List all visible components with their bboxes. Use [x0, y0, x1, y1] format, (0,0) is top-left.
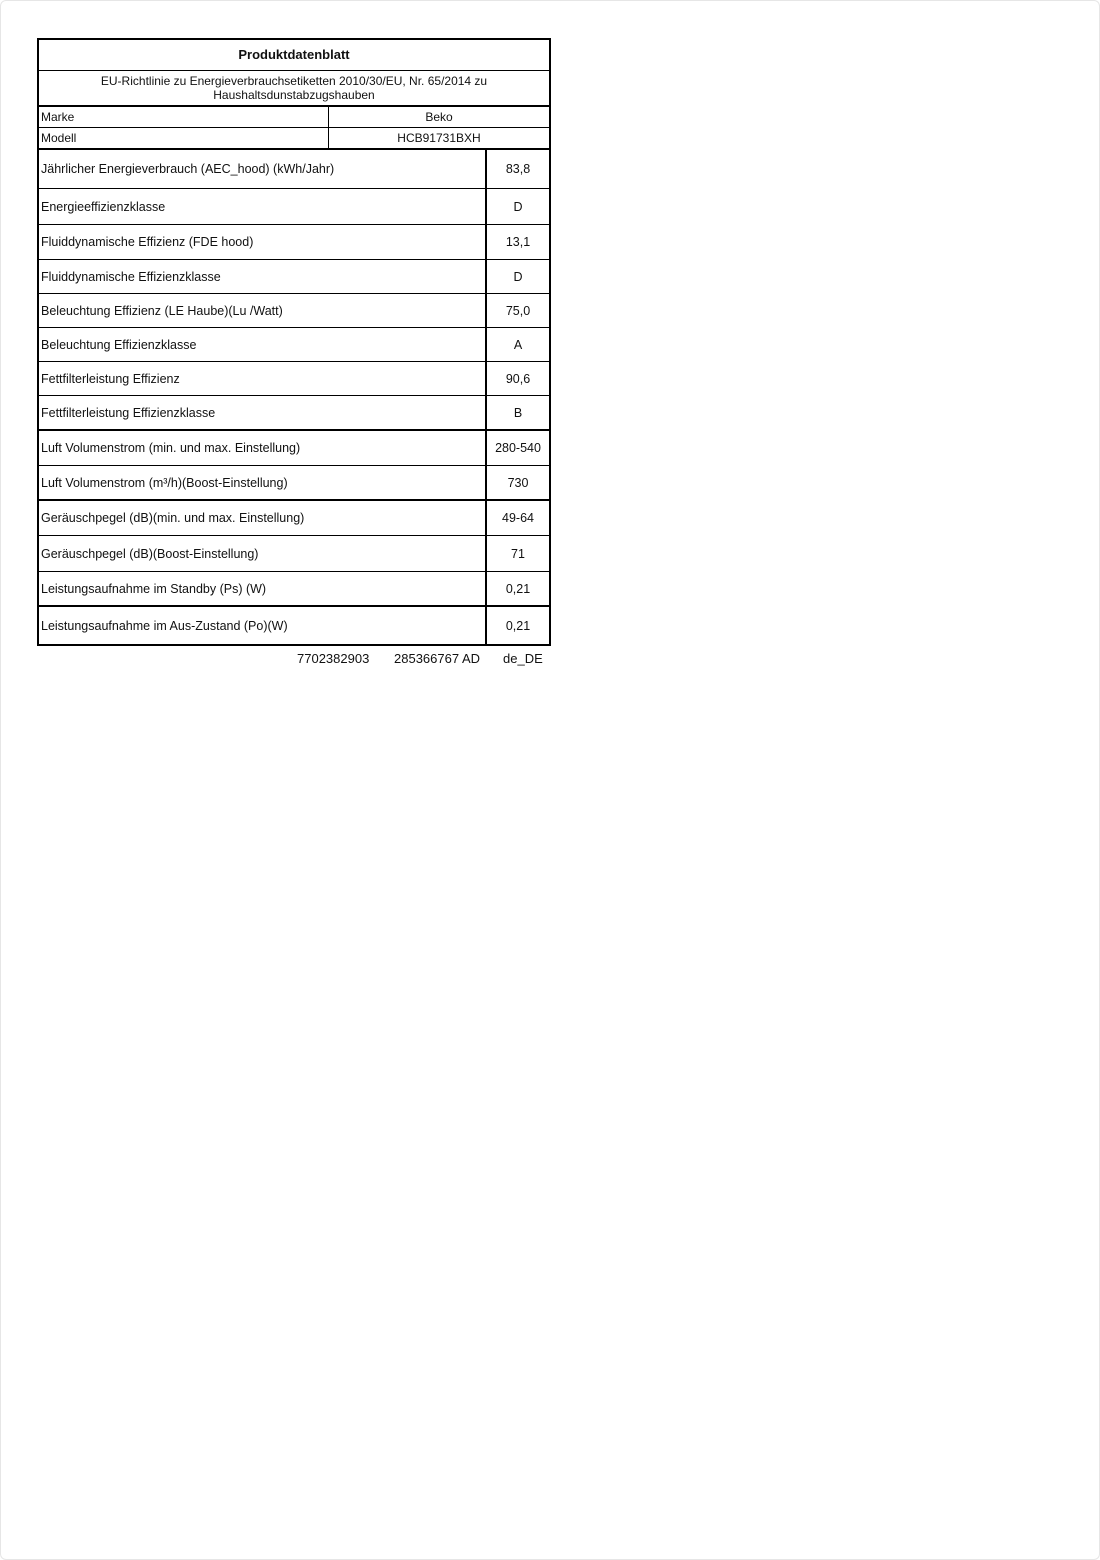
spec-label: Energieeffizienzklasse [39, 189, 487, 224]
spec-value: D [513, 269, 523, 284]
spec-label: Luft Volumenstrom (m³/h)(Boost-Einstellung) [39, 466, 487, 499]
product-data-sheet [37, 38, 551, 646]
spec-row [39, 466, 549, 501]
spec-row [39, 150, 549, 189]
spec-label: Geräuschpegel (dB)(Boost-Einstellung) [39, 536, 487, 571]
model-value: HCB91731BXH [397, 131, 481, 145]
spec-label: Leistungsaufnahme im Standby (Ps) (W) [39, 572, 487, 605]
spec-row [39, 225, 549, 260]
spec-row [39, 396, 549, 431]
footer-code-2: 285366767 AD [394, 651, 481, 666]
directive-text: EU-Richtlinie zu Energieverbrauchsetiketten 2010/30/EU, Nr. 65/2014 zu Haushaltsdunstabzugshauben [100, 74, 488, 102]
spec-row [39, 328, 549, 362]
spec-row [39, 362, 549, 396]
spec-row [39, 501, 549, 536]
brand-label: Marke [39, 107, 329, 127]
spec-label: Beleuchtung Effizienz (LE Haube)(Lu /Watt) [39, 294, 487, 327]
spec-row [39, 294, 549, 328]
spec-value: 49-64 [502, 511, 534, 525]
spec-value: D [513, 199, 523, 214]
model-label: Modell [39, 128, 329, 148]
spec-label: Jährlicher Energieverbrauch (AEC_hood) (kWh/Jahr) [39, 150, 487, 188]
spec-value: 280-540 [495, 441, 541, 455]
spec-label: Luft Volumenstrom (min. und max. Einstellung) [39, 431, 487, 465]
spec-label: Geräuschpegel (dB)(min. und max. Einstellung) [39, 501, 487, 535]
spec-value: 730 [507, 475, 529, 490]
spec-label: Fettfilterleistung Effizienzklasse [39, 396, 487, 429]
spec-row [39, 572, 549, 607]
model-row [39, 128, 549, 150]
spec-value: 83,8 [505, 162, 531, 176]
footer-locale: de_DE [503, 651, 543, 666]
spec-value: 0,21 [505, 618, 531, 633]
footer-code-1: 7702382903 [297, 651, 370, 666]
spec-row [39, 607, 549, 644]
spec-value: B [513, 405, 523, 420]
spec-row [39, 189, 549, 225]
brand-row [39, 106, 549, 128]
spec-row [39, 536, 549, 572]
spec-row [39, 260, 549, 294]
brand-value: Beko [425, 110, 453, 124]
spec-value: 0,21 [505, 581, 531, 596]
spec-label: Fluiddynamische Effizienz (FDE hood) [39, 225, 487, 259]
spec-label: Leistungsaufnahme im Aus-Zustand (Po)(W) [39, 607, 487, 644]
sheet-title: Produktdatenblatt [238, 47, 350, 62]
spec-label: Beleuchtung Effizienzklasse [39, 328, 487, 361]
spec-value: 90,6 [505, 371, 531, 386]
sheet-title-row [39, 40, 549, 71]
spec-value: 75,0 [505, 303, 531, 318]
spec-value: 13,1 [505, 235, 531, 249]
directive-row [39, 71, 549, 106]
spec-label: Fluiddynamische Effizienzklasse [39, 260, 487, 293]
spec-row [39, 431, 549, 466]
spec-value: 71 [511, 546, 525, 561]
spec-label: Fettfilterleistung Effizienz [39, 362, 487, 395]
spec-value: A [513, 337, 523, 352]
